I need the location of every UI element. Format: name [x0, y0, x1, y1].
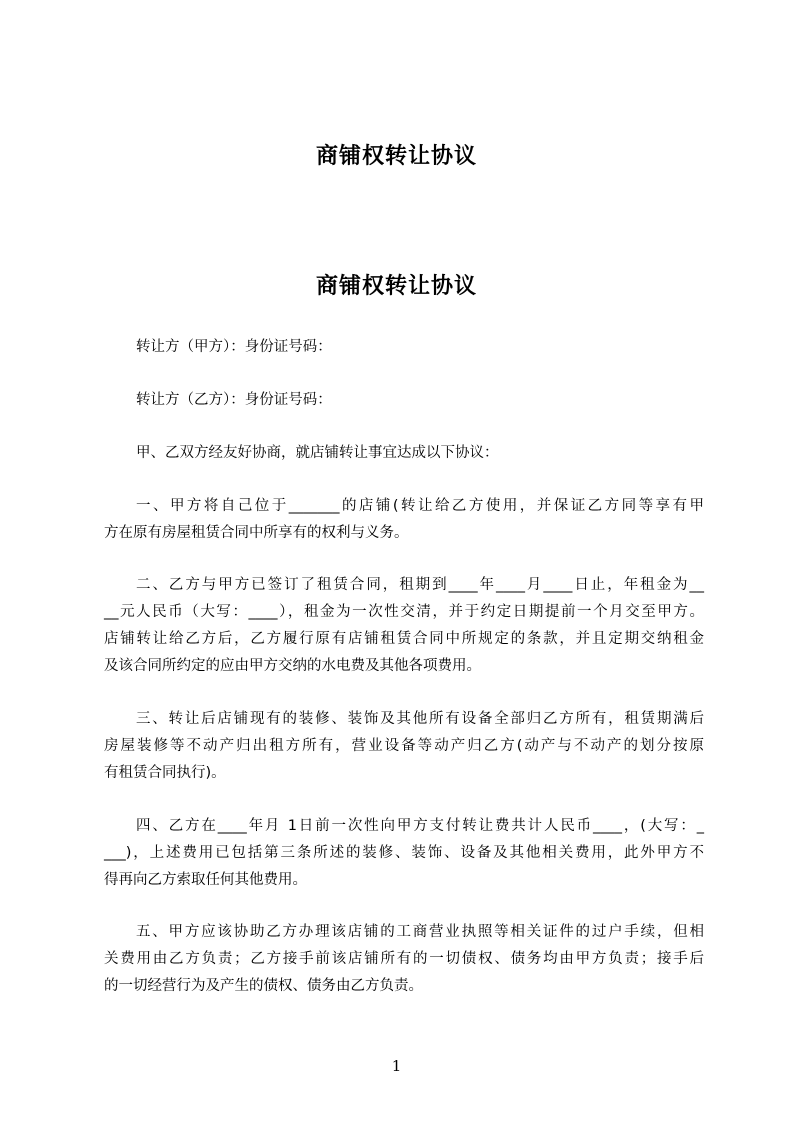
- intro-paragraph: 甲、乙双方经友好协商，就店铺转让事宜达成以下协议：: [136, 445, 499, 461]
- page-number: 1: [391, 1057, 402, 1075]
- clause-4-line-1: 四、乙方在____年月 1日前一次性向甲方支付转让费共计人民币____，(大写：_: [136, 818, 704, 834]
- clause-2-line-3: 店铺转让给乙方后，乙方履行原有店铺租赁合同中所规定的条款，并且定期交纳租金: [104, 631, 704, 647]
- clause-5-line-1: 五、甲方应该协助乙方办理该店铺的工商营业执照等相关证件的过户手续，但相: [136, 924, 704, 940]
- clause-1-line-2: 方在原有房屋租赁合同中所享有的权利与义务。: [104, 525, 409, 541]
- party-a-line: 转让方（甲方）：身份证号码：: [136, 339, 332, 355]
- clause-2-line-1: 二、乙方与甲方已签订了租赁合同，租期到____年____月____日止，年租金为__: [136, 577, 704, 593]
- clause-1-line-1: 一、甲方将自己位于_______的店铺(转让给乙方使用，并保证乙方同等享有甲: [136, 498, 704, 514]
- clause-4-line-3: 得再向乙方索取任何其他费用。: [104, 872, 307, 888]
- party-b-line: 转让方（乙方）：身份证号码：: [136, 392, 332, 408]
- clause-3-line-1: 三、转让后店铺现有的装修、装饰及其他所有设备全部归乙方所有，租赁期满后: [136, 711, 704, 727]
- clause-3-line-3: 有租赁合同执行)。: [104, 765, 226, 781]
- document-header-title: 商铺权转让协议: [315, 144, 477, 169]
- clause-5-line-3: 的一切经营行为及产生的债权、债务由乙方负责。: [104, 978, 423, 994]
- clause-4-line-2: ___)，上述费用已包括第三条所述的装修、装饰、设备及其他相关费用，此外甲方不: [104, 845, 704, 861]
- document-main-title: 商铺权转让协议: [315, 274, 477, 299]
- clause-3-line-2: 房屋装修等不动产归出租方所有，营业设备等动产归乙方(动产与不动产的划分按原: [104, 738, 704, 754]
- clause-5-line-2: 关费用由乙方负责；乙方接手前该店铺所有的一切债权、债务均由甲方负责；接手后: [104, 951, 704, 967]
- clause-2-line-2: __元人民币（大写：____），租金为一次性交清，并于约定日期提前一个月交至甲方。: [104, 604, 704, 620]
- clause-2-line-4: 及该合同所约定的应由甲方交纳的水电费及其他各项费用。: [104, 658, 481, 674]
